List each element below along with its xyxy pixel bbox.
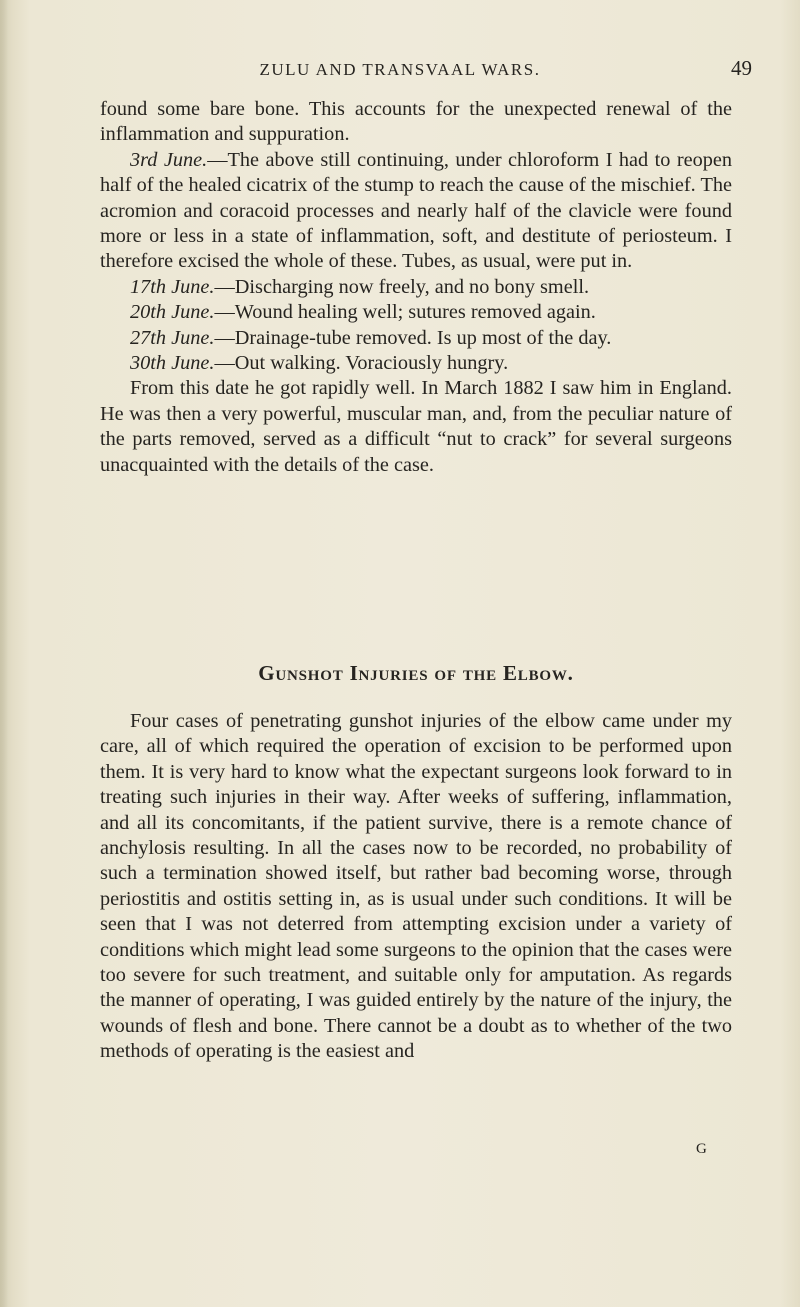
entry-text: —Drainage-tube removed. Is up most of the day. (214, 326, 612, 349)
signature-mark: G (696, 1141, 707, 1157)
journal-entry (100, 148, 732, 275)
journal-entry (100, 275, 732, 300)
journal-entry (100, 351, 732, 376)
page-binding-edge (0, 0, 8, 1307)
entry-date: 30th June. (130, 352, 215, 375)
journal-entry (100, 300, 732, 325)
section-shoulder-case (100, 97, 732, 478)
entry-date: 20th June. (130, 301, 215, 324)
entry-text: —Wound healing well; sutures removed again. (214, 301, 596, 324)
page-number: 49 (731, 56, 752, 80)
section-elbow-injuries (100, 709, 732, 1065)
section-heading: Gunshot Injuries of the Elbow. (258, 661, 574, 685)
entry-text: —Out walking. Voraciously hungry. (214, 352, 509, 375)
paragraph-outcome: From this date he got rapidly well. In March 1882 I saw him in England. He was then a very powerful, muscular man, and, from the peculiar nature of the parts removed, served as a difficult “nut to crack” for several surgeons unacquainted with the details of the case. (100, 377, 732, 476)
entry-text: —Discharging now freely, and no bony smell. (214, 275, 590, 298)
running-title: ZULU AND TRANSVAAL WARS. (259, 60, 541, 79)
entry-date: 27th June. (130, 326, 215, 349)
page-header (40, 56, 760, 86)
entry-date: 3rd June. (130, 148, 208, 171)
journal-entry (100, 326, 732, 351)
paragraph-continuation: found some bare bone. This accounts for the unexpected renewal of the inflammation and suppuration. (100, 98, 732, 146)
paragraph-elbow: Four cases of penetrating gunshot injuries of the elbow came under my care, all of which required the operation of excision to be performed upon them. It is very hard to know what the expectant surgeons look forward to in treating such injuries in their way. After weeks of suffering, inflammation, and all its concomitants, if the patient survive, there is a remote chance of anchylosis resulting. In all the cases now to be recorded, no probability of such a termination showed itself, but rather bad becoming worse, through periostitis and ostitis setting in, as is usual under such conditions. It will be seen that I was not deterred from attempting excision under a variety of conditions which might lead some surgeons to the opinion that the cases were too severe for such treatment, and suitable only for amputation. As regards the manner of operating, I was guided entirely by the nature of the injury, the wounds of flesh and bone. There cannot be a doubt as to whether of the two methods of operating is the easiest and (100, 710, 732, 1063)
entry-text: —The above still continuing, under chloroform I had to reopen half of the healed cicatrix of the stump to reach the cause of the mischief. The acromion and coracoid processes and nearly half of the clavicle were found more or less in a state of inflammation, soft, and destitute of periosteum. I therefore excised the whole of these. Tubes, as usual, were put in. (100, 148, 732, 273)
entry-date: 17th June. (130, 275, 215, 298)
